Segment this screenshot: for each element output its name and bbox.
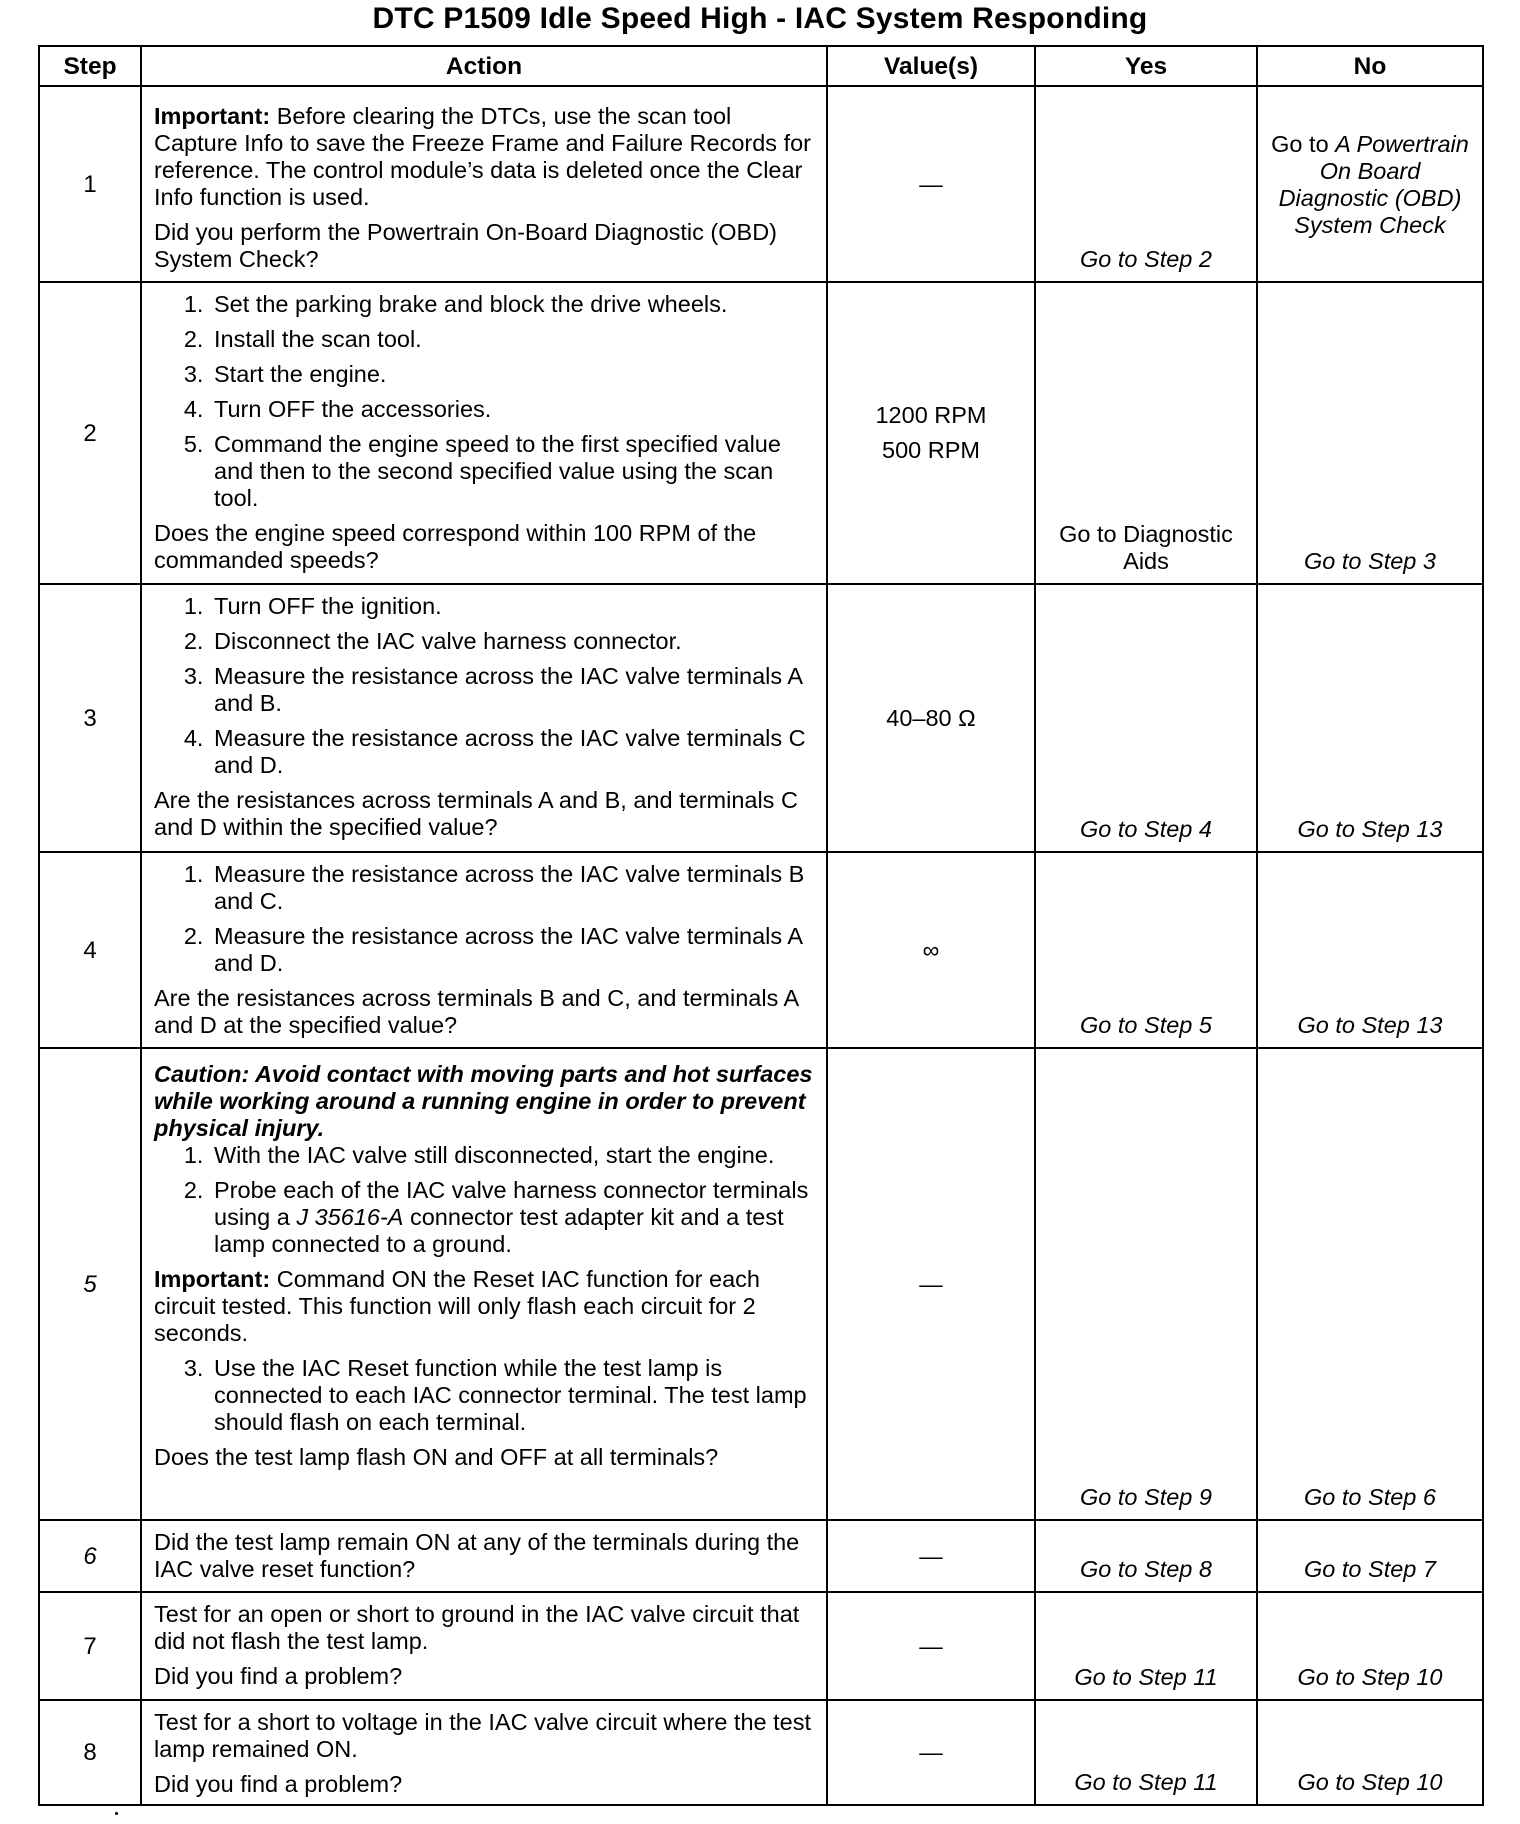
table-row-step-8	[39, 1700, 1483, 1805]
yes-cell[interactable]: Go to Step 5	[1035, 852, 1257, 1048]
value-cell	[827, 282, 1035, 584]
yes-cell[interactable]: Go to Step 11	[1035, 1592, 1257, 1700]
step-number: 5	[39, 1048, 141, 1520]
list-item: 5. Command the engine speed to the first specified value and then to the second specified value using the scan tool.	[210, 431, 816, 512]
yes-cell[interactable]: Go to Step 4	[1035, 584, 1257, 852]
no-link[interactable]: A Powertrain On Board Diagnostic (OBD) System Check	[1278, 131, 1469, 238]
no-cell[interactable]: Go to Step 7	[1257, 1520, 1483, 1592]
diagnostic-table	[38, 45, 1484, 1806]
yes-cell[interactable]: Go to Step 11	[1035, 1700, 1257, 1805]
no-cell[interactable]: Go to Step 13	[1257, 584, 1483, 852]
question: Does the test lamp flash ON and OFF at all terminals?	[154, 1444, 719, 1470]
step-number: 1	[39, 86, 141, 282]
important-note	[154, 103, 816, 211]
caution-note: Caution: Avoid contact with moving parts and hot surfaces while working around a running engine in order to prevent physical injury.	[154, 1061, 813, 1141]
test-instruction: Test for a short to voltage in the IAC valve circuit where the test lamp remained ON.	[154, 1709, 812, 1762]
value-cell: —	[827, 1520, 1035, 1592]
important-label: Important:	[154, 1266, 271, 1292]
header-step: Step	[39, 46, 141, 86]
list-item: 2. Disconnect the IAC valve harness connector.	[210, 628, 816, 655]
header-action: Action	[141, 46, 827, 86]
test-instruction: Test for an open or short to ground in the IAC valve circuit that did not flash the test lamp.	[154, 1601, 800, 1654]
list-item: 3. Measure the resistance across the IAC valve terminals A and B.	[210, 663, 816, 717]
action-cell	[141, 1592, 827, 1700]
no-cell[interactable]: Go to Step 10	[1257, 1592, 1483, 1700]
value-cell: 40–80 Ω	[827, 584, 1035, 852]
step-number: 2	[39, 282, 141, 584]
value-cell: —	[827, 1700, 1035, 1805]
no-cell[interactable]: Go to Step 6	[1257, 1048, 1483, 1520]
header-no: No	[1257, 46, 1483, 86]
value-line-1: 1200 RPM	[875, 402, 987, 428]
value-line-2: 500 RPM	[882, 437, 980, 463]
table-row-step-5	[39, 1048, 1483, 1520]
list-item: 1. Set the parking brake and block the drive wheels.	[210, 291, 816, 318]
table-row-step-4	[39, 852, 1483, 1048]
action-list	[154, 861, 816, 977]
important-label: Important:	[154, 103, 271, 129]
action-list	[154, 1355, 816, 1436]
no-cell[interactable]: Go to Step 13	[1257, 852, 1483, 1048]
step-number: 3	[39, 584, 141, 852]
no-cell[interactable]: Go to Step 3	[1257, 282, 1483, 584]
question: Did you find a problem?	[154, 1663, 403, 1689]
important-note	[154, 1266, 816, 1347]
action-cell	[141, 852, 827, 1048]
stray-mark	[115, 1812, 118, 1815]
question: Does the engine speed correspond within 100 RPM of the commanded speeds?	[154, 520, 757, 573]
action-cell	[141, 86, 827, 282]
header-yes: Yes	[1035, 46, 1257, 86]
value-cell: —	[827, 86, 1035, 282]
action-list	[154, 1142, 816, 1258]
yes-cell[interactable]: Go to Step 8	[1035, 1520, 1257, 1592]
list-item: 1. Measure the resistance across the IAC valve terminals B and C.	[210, 861, 816, 915]
action-cell	[141, 1700, 827, 1805]
value-cell: —	[827, 1592, 1035, 1700]
yes-cell[interactable]: Go to Diagnostic Aids	[1035, 282, 1257, 584]
yes-cell[interactable]: Go to Step 2	[1035, 86, 1257, 282]
yes-cell[interactable]: Go to Step 9	[1035, 1048, 1257, 1520]
list-item: 2. Install the scan tool.	[210, 326, 816, 353]
header-values: Value(s)	[827, 46, 1035, 86]
action-cell	[141, 282, 827, 584]
value-cell: —	[827, 1048, 1035, 1520]
table-row-step-2	[39, 282, 1483, 584]
table-header-row	[39, 46, 1483, 86]
list-item: 3. Use the IAC Reset function while the test lamp is connected to each IAC connector terminal. The test lamp should flash on each terminal.	[210, 1355, 816, 1436]
list-item: 2. Probe each of the IAC valve harness connector terminals using a J 35616-A connector test adapter kit and a test lamp connected to a ground.	[210, 1177, 816, 1258]
list-item: 4. Turn OFF the accessories.	[210, 396, 816, 423]
table-row-step-1	[39, 86, 1483, 282]
step-number: 8	[39, 1700, 141, 1805]
important-text: Before clearing the DTCs, use the scan tool Capture Info to save the Freeze Frame and Failure Records for reference. The control module’s data is deleted once the Clear Info function is used.	[154, 103, 812, 210]
step-number: 7	[39, 1592, 141, 1700]
list-item: 2. Measure the resistance across the IAC valve terminals A and D.	[210, 923, 816, 977]
question: Did you perform the Powertrain On-Board Diagnostic (OBD) System Check?	[154, 219, 777, 272]
question: Did you find a problem?	[154, 1771, 403, 1797]
action-list	[154, 593, 816, 779]
no-cell[interactable]	[1257, 86, 1483, 282]
no-prefix: Go to	[1271, 131, 1336, 157]
step-number: 6	[39, 1520, 141, 1592]
table-row-step-7	[39, 1592, 1483, 1700]
question: Did the test lamp remain ON at any of the terminals during the IAC valve reset function?	[154, 1529, 800, 1582]
table-row-step-6	[39, 1520, 1483, 1592]
page-title: DTC P1509 Idle Speed High - IAC System Responding	[372, 2, 1148, 35]
value-cell: ∞	[827, 852, 1035, 1048]
action-list	[154, 291, 816, 512]
list-item: 1. Turn OFF the ignition.	[210, 593, 816, 620]
action-cell	[141, 584, 827, 852]
list-item: 3. Start the engine.	[210, 361, 816, 388]
tool-reference: J 35616-A	[296, 1204, 404, 1230]
action-cell	[141, 1520, 827, 1592]
important-text: Command ON the Reset IAC function for each circuit tested. This function will only flash each circuit for 2 seconds.	[154, 1266, 760, 1346]
table-row-step-3	[39, 584, 1483, 852]
action-cell	[141, 1048, 827, 1520]
no-cell[interactable]: Go to Step 10	[1257, 1700, 1483, 1805]
step-number: 4	[39, 852, 141, 1048]
question: Are the resistances across terminals B and C, and terminals A and D at the specified value?	[154, 985, 798, 1038]
list-item: 4. Measure the resistance across the IAC valve terminals C and D.	[210, 725, 816, 779]
question: Are the resistances across terminals A and B, and terminals C and D within the specified value?	[154, 787, 798, 840]
list-item: 1. With the IAC valve still disconnected, start the engine.	[210, 1142, 816, 1169]
